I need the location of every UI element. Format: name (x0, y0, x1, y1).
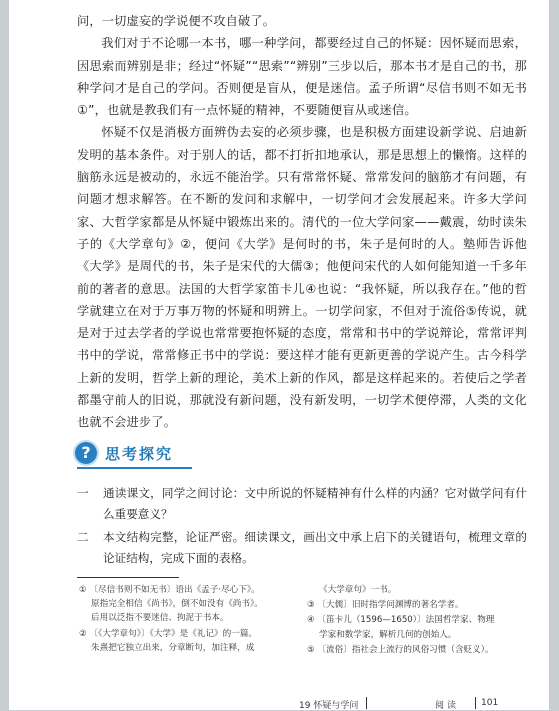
page-number: 101 (481, 698, 499, 708)
exercise-text: 本文结构完整，论证严密。细读课文，画出文中承上启下的关键语句，梳理文章的论证结构，完成下面的表格。 (103, 530, 527, 565)
exercise-list (77, 483, 527, 571)
exercise-number: 二 (77, 530, 89, 544)
footer-divider (366, 697, 367, 709)
footnote (307, 613, 527, 641)
footnote-text: 原指完全相信《尚书》，倒不如没有《尚书》。 (91, 599, 263, 610)
exercise-item (77, 483, 527, 524)
paragraph-2: 我们对于不论哪一本书，哪一种学问，都要经过自己的怀疑：因怀疑而思索，因思索而辨别是非；经过“怀疑”“思索”“辨别”三步以后，那本书才是自己的书，那种学问才是自己的学问。否则便是盲从，便是迷信。孟子所谓“尽信书则不如无书①”，也就是教我们有一点怀疑的精神，不要随便盲从或迷信。 (77, 36, 527, 118)
section-title: 思考探究 (105, 444, 174, 463)
exercise-text: 通读课文，同学之间讨论：文中所说的怀疑精神有什么样的内涵？它对做学问有什么重要意义？ (103, 486, 527, 521)
footnote-divider (77, 577, 179, 578)
footnote-text: 后用以泛指不要迷信、拘泥于书本。 (91, 613, 229, 624)
footnote-marker: ② (79, 628, 87, 639)
exercise-item (77, 527, 527, 568)
footnote (307, 583, 527, 597)
footnote (307, 598, 527, 612)
footer-section-name: 阅读 (435, 701, 460, 711)
paragraph-3: 怀疑不仅是消极方面辨伪去妄的必须步骤，也是积极方面建设新学说、启迪新发明的基本条件。对于别人的话，都不打折扣地承认，那是思想上的懒惰。这样的脑筋永远是被动的，永远不能治学。只有常常怀疑、常常发问的脑筋才有问题，有问题才想求解答。在不断的发问和求解中，一切学问才会发展起来。许多大学问家、大哲学家都是从怀疑中锻炼出来的。清代的一位大学问家——戴震，幼时读朱子的《大学章句》②，便问《大学》是何时的书，朱子是何时的人。塾师告诉他《大学》是周代的书，朱子是宋代的大儒③；他便问宋代的人如何能知道一千多年前的著者的意思。法国的大哲学家笛卡儿④也说：“我怀疑，所以我存在。”他的哲学就建立在对于万事万物的怀疑和明辨上。一切学问家，不但对于流俗⑤传说，就是对于过去学者的学说也常常要抱怀疑的态度，常常和书中的学说辩论，常常评判书中的学说，常常修正书中的学说：要这样才能有更新更善的学说产生。古今科学上新的发明，哲学上新的理论，美术上新的作风，都是这样起来的。若使后之学者都墨守前人的旧说，那就没有新问题，没有新发明，一切学术便停滞，人类的文化也就不会进步了。 (77, 125, 527, 430)
footnote-marker: ⑤ (307, 644, 315, 655)
footnotes-left-column (79, 583, 299, 656)
footnote-marker: ③ (307, 600, 315, 611)
paragraph-1: 问，一切虚妄的学说便不攻自破了。 (77, 14, 276, 28)
footnote-marker: ④ (307, 615, 315, 626)
page-footer (9, 697, 549, 710)
chapter-label: 19 怀疑与学问 (299, 701, 359, 711)
article-body (77, 10, 527, 434)
footnote (307, 643, 527, 657)
footnote-text: 〔笛卡儿（1596—1650）〕法国哲学家、物理 (317, 615, 495, 626)
footnotes-right-column (307, 583, 527, 658)
section-heading (75, 440, 173, 466)
footer-divider (475, 697, 476, 709)
footnote-text: 〔大儒〕旧时指学问渊博的著名学者。 (317, 600, 464, 611)
footnote (79, 583, 299, 626)
textbook-page (9, 0, 549, 710)
question-icon: ? (75, 442, 97, 464)
footnote-text: 〔流俗〕指社会上流行的风俗习惯（含贬义）。 (317, 644, 494, 655)
footnote-text: 〔尽信书则不如无书〕语出《孟子·尽心下》。 (89, 585, 260, 595)
footnote-text: 《大学章句》一书。 (319, 585, 397, 595)
footnote-text: 〔《大学章句》〕《大学》是《礼记》的一篇。 (89, 628, 258, 639)
footnote-text: 学家和数学家，解析几何的创始人。 (319, 629, 457, 640)
footnote-marker: ① (79, 585, 87, 595)
section-underline (77, 467, 192, 469)
footnote-text: 朱熹把它独立出来，分章断句，加注释，成 (91, 642, 255, 653)
footnote (79, 627, 299, 655)
exercise-number: 一 (77, 486, 89, 500)
